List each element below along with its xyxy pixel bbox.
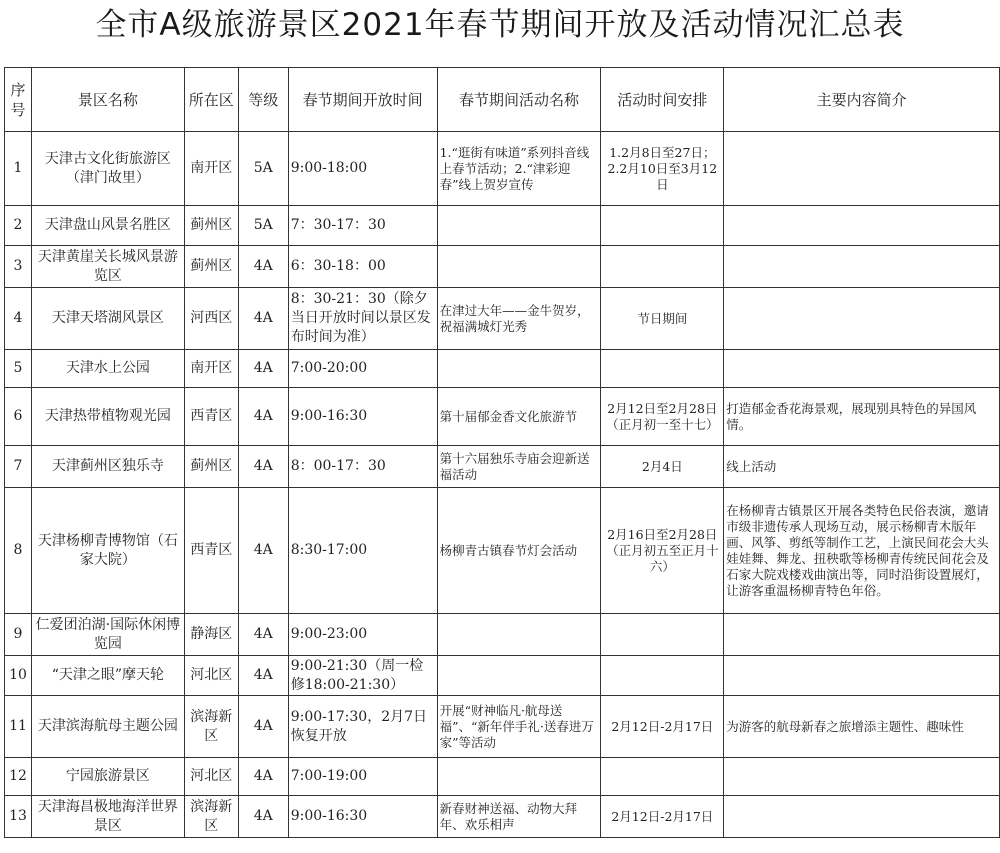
col-header-hours: 春节期间开放时间	[288, 68, 437, 132]
cell-district: 滨海新区	[184, 796, 238, 838]
cell-activity	[437, 758, 601, 796]
cell-hours: 7：30-17：30	[288, 206, 437, 246]
table-row	[5, 288, 1000, 350]
cell-district: 南开区	[184, 132, 238, 206]
cell-level: 4A	[238, 796, 288, 838]
col-header-no: 序号	[5, 68, 32, 132]
cell-activity	[437, 206, 601, 246]
cell-hours: 9:00-17:30，2月7日恢复开放	[288, 696, 437, 758]
cell-desc	[724, 288, 1000, 350]
col-header-activity: 春节期间活动名称	[437, 68, 601, 132]
cell-desc	[724, 246, 1000, 288]
table-row	[5, 446, 1000, 488]
cell-level: 5A	[238, 206, 288, 246]
cell-hours: 6：30-18：00	[288, 246, 437, 288]
cell-district: 西青区	[184, 488, 238, 614]
cell-hours: 9:00-16:30	[288, 388, 437, 446]
cell-hours: 7:00-20:00	[288, 350, 437, 388]
header-row	[5, 68, 1000, 132]
cell-activity: 杨柳青古镇春节灯会活动	[437, 488, 601, 614]
cell-level: 4A	[238, 488, 288, 614]
cell-level: 4A	[238, 758, 288, 796]
table-row	[5, 614, 1000, 656]
cell-name: 仁爱团泊湖·国际休闲博览园	[31, 614, 184, 656]
cell-level: 4A	[238, 246, 288, 288]
table-row	[5, 656, 1000, 696]
cell-name: “天津之眼”摩天轮	[31, 656, 184, 696]
cell-schedule: 2月12日-2月17日	[601, 796, 724, 838]
cell-desc	[724, 206, 1000, 246]
cell-activity: 新春财神送福、动物大拜年、欢乐相声	[437, 796, 601, 838]
cell-schedule: 2月4日	[601, 446, 724, 488]
cell-district: 河北区	[184, 656, 238, 696]
cell-activity: 第十六届独乐寺庙会迎新送福活动	[437, 446, 601, 488]
cell-district: 蓟州区	[184, 246, 238, 288]
cell-desc	[724, 758, 1000, 796]
col-header-district: 所在区	[184, 68, 238, 132]
cell-activity	[437, 614, 601, 656]
col-header-schedule: 活动时间安排	[601, 68, 724, 132]
cell-activity: 开展“财神临凡·航母送福”、“新年伴手礼·送春进万家”等活动	[437, 696, 601, 758]
cell-name: 宁园旅游景区	[31, 758, 184, 796]
summary-table	[4, 67, 1000, 838]
cell-no: 1	[5, 132, 32, 206]
cell-level: 4A	[238, 350, 288, 388]
cell-activity	[437, 656, 601, 696]
cell-name: 天津热带植物观光园	[31, 388, 184, 446]
cell-desc: 在杨柳青古镇景区开展各类特色民俗表演，邀请市级非遗传承人现场互动，展示杨柳青木版年画、风筝、剪纸等制作工艺，上演民间花会大头娃娃舞、舞龙、扭秧歌等杨柳青传统民间花会及石家大院戏楼戏曲演出等，同时沿街设置展灯，让游客重温杨柳青特色年俗。	[724, 488, 1000, 614]
cell-desc	[724, 656, 1000, 696]
cell-district: 河北区	[184, 758, 238, 796]
cell-activity: 第十届郁金香文化旅游节	[437, 388, 601, 446]
cell-level: 4A	[238, 614, 288, 656]
cell-name: 天津黄崖关长城风景游览区	[31, 246, 184, 288]
cell-schedule: 2月16日至2月28日（正月初五至正月十六）	[601, 488, 724, 614]
cell-schedule: 1.2月8日至27日；2.2月10日至3月12日	[601, 132, 724, 206]
cell-name: 天津天塔湖风景区	[31, 288, 184, 350]
cell-level: 4A	[238, 446, 288, 488]
table-row	[5, 696, 1000, 758]
cell-hours: 9:00-23:00	[288, 614, 437, 656]
cell-hours: 7:00-19:00	[288, 758, 437, 796]
table-row	[5, 132, 1000, 206]
cell-hours: 9:00-21:30（周一检修18:00-21:30）	[288, 656, 437, 696]
cell-district: 滨海新区	[184, 696, 238, 758]
cell-name: 天津蓟州区独乐寺	[31, 446, 184, 488]
cell-desc	[724, 350, 1000, 388]
cell-district: 南开区	[184, 350, 238, 388]
cell-schedule	[601, 614, 724, 656]
cell-level: 4A	[238, 656, 288, 696]
cell-no: 11	[5, 696, 32, 758]
cell-district: 蓟州区	[184, 206, 238, 246]
cell-desc: 打造郁金香花海景观，展现别具特色的异国风情。	[724, 388, 1000, 446]
cell-level: 4A	[238, 388, 288, 446]
cell-no: 12	[5, 758, 32, 796]
cell-schedule	[601, 350, 724, 388]
cell-no: 8	[5, 488, 32, 614]
cell-desc	[724, 796, 1000, 838]
table-row	[5, 488, 1000, 614]
cell-schedule: 2月12日至2月28日（正月初一至十七）	[601, 388, 724, 446]
cell-schedule	[601, 656, 724, 696]
cell-hours: 9:00-18:00	[288, 132, 437, 206]
cell-no: 2	[5, 206, 32, 246]
cell-activity	[437, 350, 601, 388]
cell-activity: 1.“逛街有味道”系列抖音线上春节活动；2.“津彩迎春”线上贺岁宣传	[437, 132, 601, 206]
table-row	[5, 388, 1000, 446]
cell-hours: 8：00-17：30	[288, 446, 437, 488]
cell-no: 7	[5, 446, 32, 488]
cell-no: 5	[5, 350, 32, 388]
cell-activity	[437, 246, 601, 288]
col-header-level: 等级	[238, 68, 288, 132]
cell-district: 西青区	[184, 388, 238, 446]
cell-name: 天津古文化街旅游区（津门故里）	[31, 132, 184, 206]
col-header-name: 景区名称	[31, 68, 184, 132]
cell-no: 10	[5, 656, 32, 696]
table-row	[5, 350, 1000, 388]
cell-district: 河西区	[184, 288, 238, 350]
cell-no: 3	[5, 246, 32, 288]
col-header-desc: 主要内容简介	[724, 68, 1000, 132]
cell-level: 5A	[238, 132, 288, 206]
cell-name: 天津盘山风景名胜区	[31, 206, 184, 246]
cell-desc	[724, 132, 1000, 206]
cell-no: 13	[5, 796, 32, 838]
cell-no: 4	[5, 288, 32, 350]
cell-hours: 8:30-17:00	[288, 488, 437, 614]
table-row	[5, 206, 1000, 246]
cell-name: 天津杨柳青博物馆（石家大院）	[31, 488, 184, 614]
cell-name: 天津水上公园	[31, 350, 184, 388]
cell-schedule	[601, 206, 724, 246]
cell-district: 蓟州区	[184, 446, 238, 488]
cell-level: 4A	[238, 696, 288, 758]
cell-desc: 为游客的航母新春之旅增添主题性、趣味性	[724, 696, 1000, 758]
cell-schedule	[601, 246, 724, 288]
cell-no: 6	[5, 388, 32, 446]
page-title: 全市A级旅游景区2021年春节期间开放及活动情况汇总表	[95, 7, 905, 43]
cell-name: 天津滨海航母主题公园	[31, 696, 184, 758]
cell-schedule: 节日期间	[601, 288, 724, 350]
cell-desc	[724, 614, 1000, 656]
cell-level: 4A	[238, 288, 288, 350]
cell-desc: 线上活动	[724, 446, 1000, 488]
cell-hours: 8：30-21：30（除夕当日开放时间以景区发布时间为准）	[288, 288, 437, 350]
cell-schedule: 2月12日-2月17日	[601, 696, 724, 758]
cell-hours: 9:00-16:30	[288, 796, 437, 838]
cell-activity: 在津过大年——金牛贺岁，祝福满城灯光秀	[437, 288, 601, 350]
cell-district: 静海区	[184, 614, 238, 656]
table-row	[5, 758, 1000, 796]
cell-no: 9	[5, 614, 32, 656]
cell-name: 天津海昌极地海洋世界景区	[31, 796, 184, 838]
table-row	[5, 246, 1000, 288]
cell-schedule	[601, 758, 724, 796]
table-row	[5, 796, 1000, 838]
